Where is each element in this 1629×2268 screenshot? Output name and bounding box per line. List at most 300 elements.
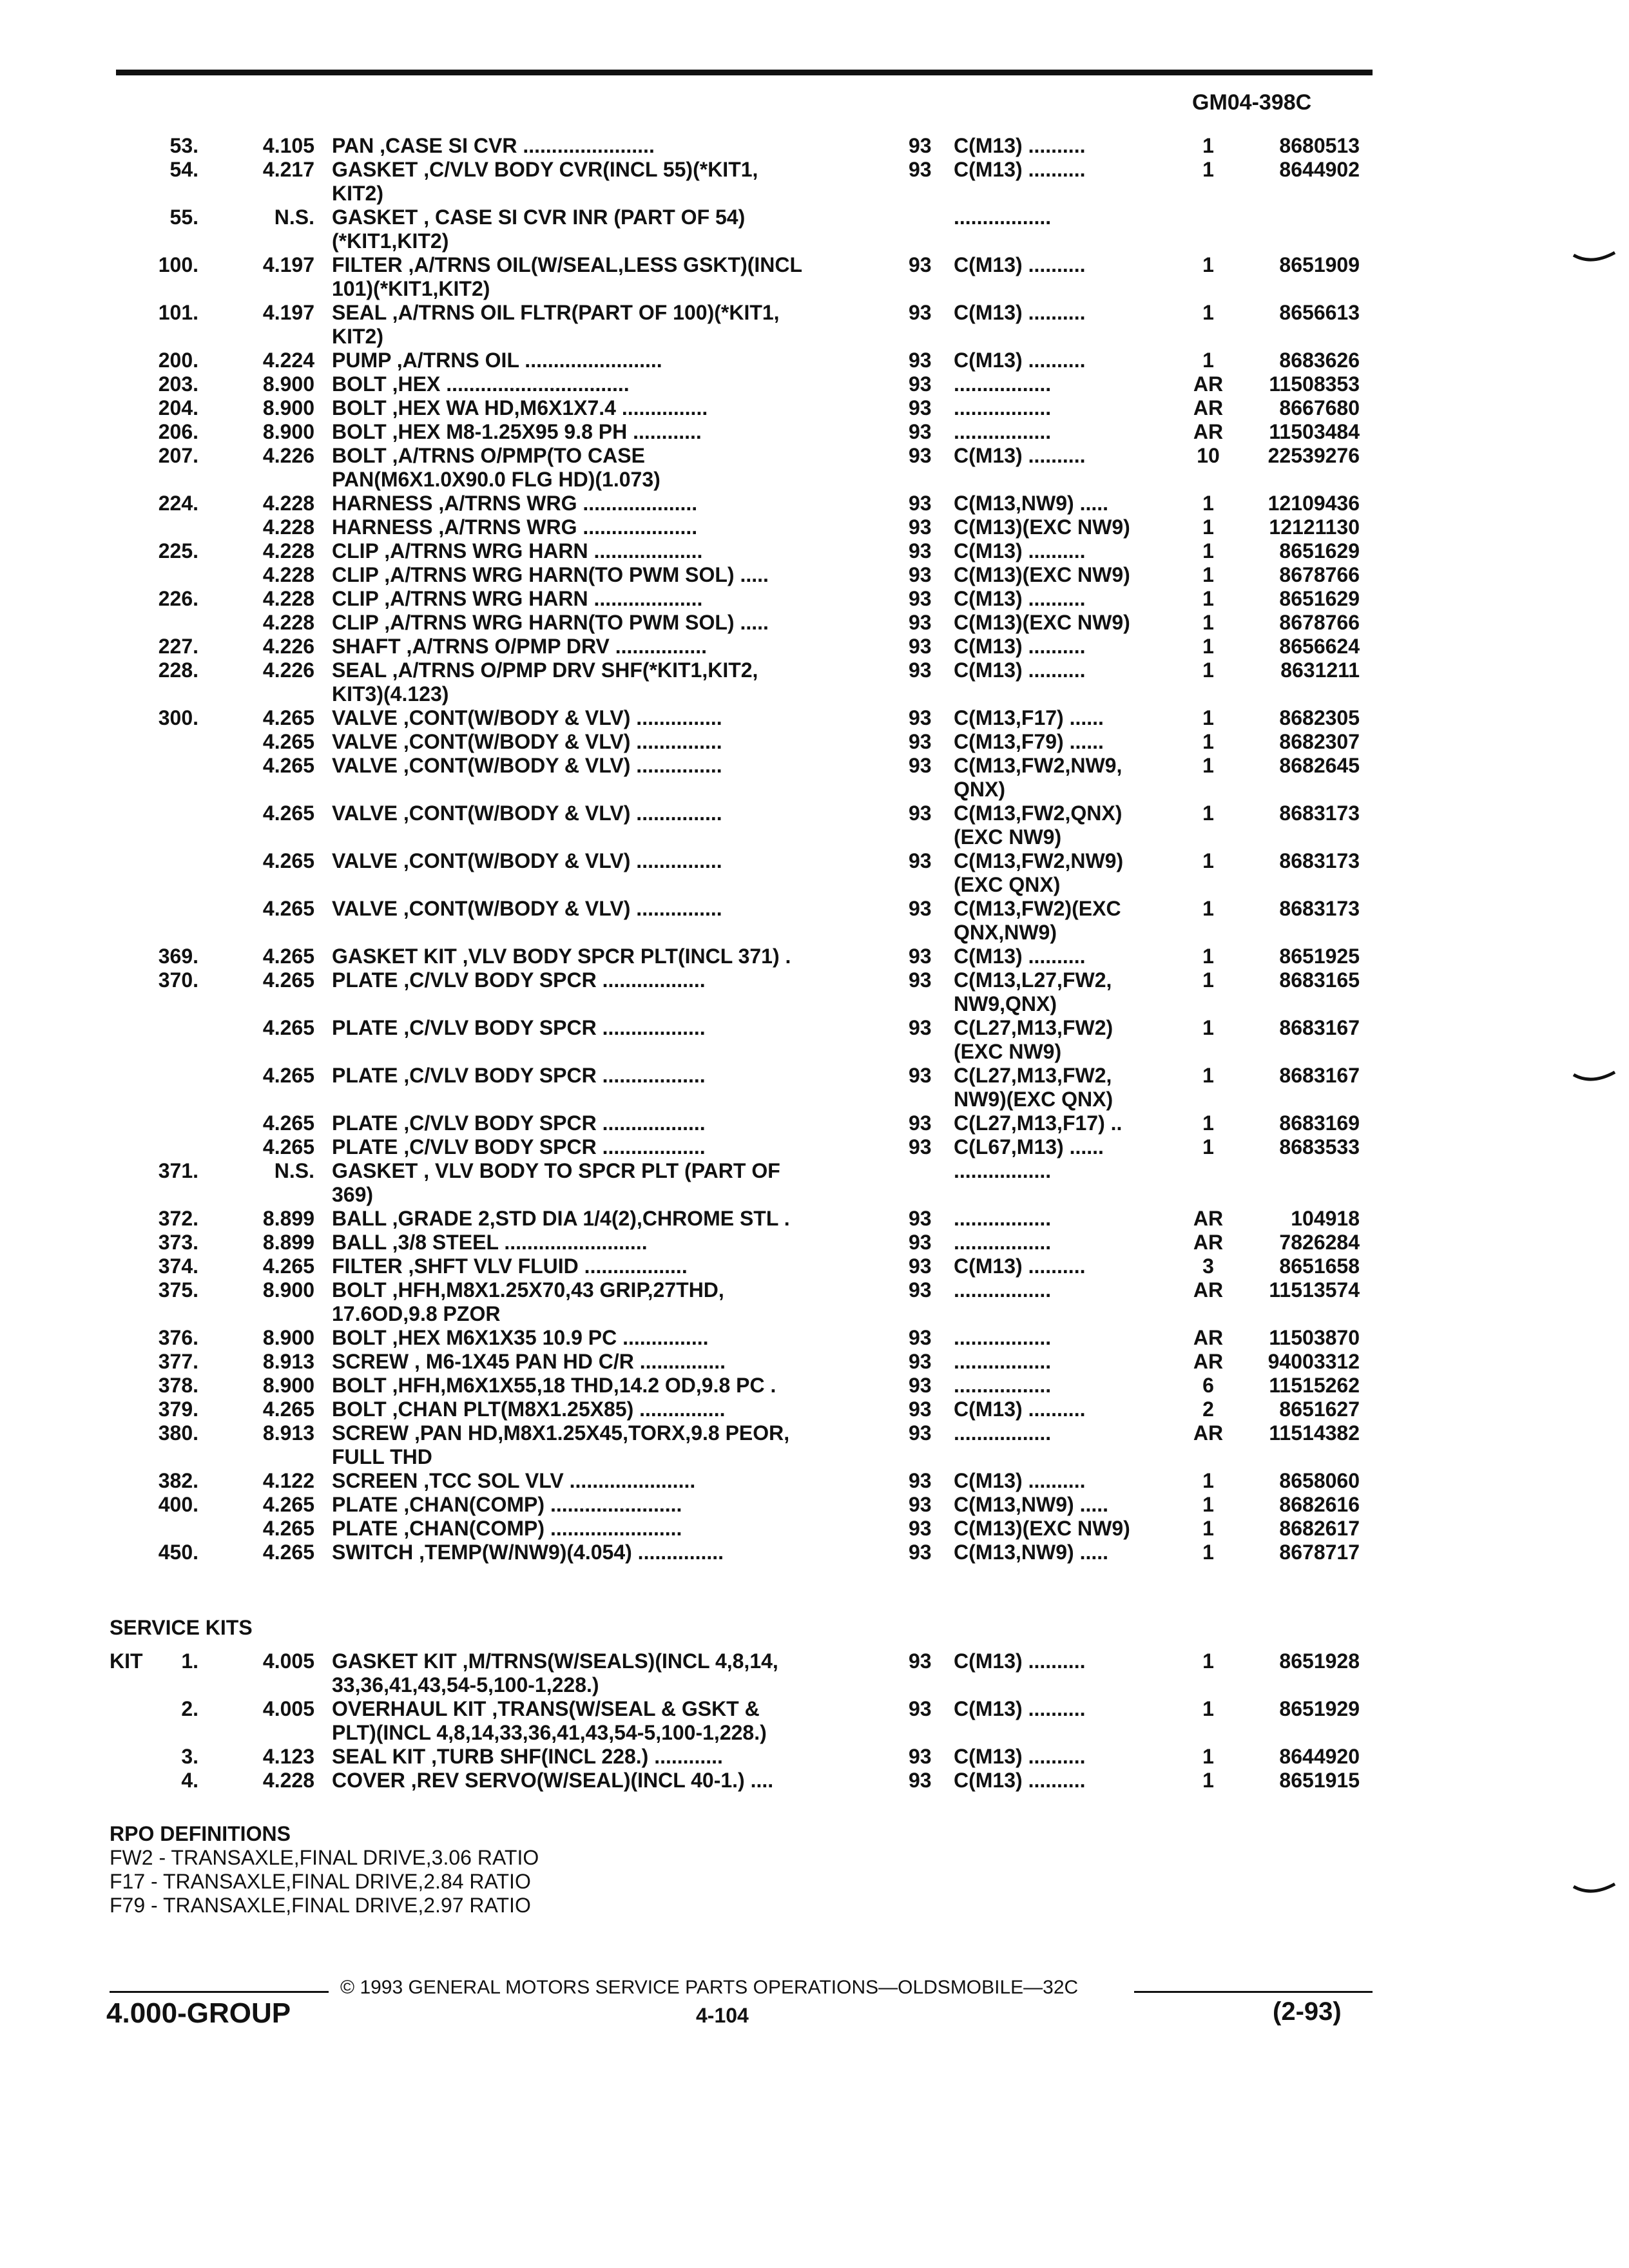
- application: [954, 206, 1182, 229]
- part-number: 94003312: [1268, 1350, 1360, 1373]
- rpo-line: F79 - TRANSAXLE,FINAL DRIVE,2.97 RATIO: [110, 1894, 531, 1917]
- application-line: C(M13) ..........: [954, 253, 1086, 276]
- group-number: 4.005: [262, 1697, 314, 1720]
- quantity: AR: [1193, 372, 1224, 396]
- group-number: 4.226: [262, 444, 314, 467]
- application: [954, 754, 1182, 802]
- ref-number: 400.: [158, 1493, 198, 1516]
- part-description-line: HARNESS ,A/TRNS WRG ....................: [332, 492, 698, 515]
- part-description: [332, 515, 854, 539]
- rpo-heading: RPO DEFINITIONS: [110, 1822, 291, 1845]
- model-year: 93: [909, 730, 932, 753]
- ref-number: 53.: [169, 134, 198, 157]
- quantity: 1: [1202, 301, 1214, 324]
- group-number: 4.265: [262, 802, 314, 825]
- model-year: 93: [909, 754, 932, 777]
- application-line: C(M13) ..........: [954, 658, 1086, 682]
- part-number: 8683173: [1279, 897, 1360, 920]
- application-line: .................: [954, 1207, 1052, 1230]
- application: [954, 420, 1182, 444]
- rpo-line: FW2 - TRANSAXLE,FINAL DRIVE,3.06 RATIO: [110, 1846, 539, 1869]
- part-description: [332, 563, 854, 587]
- part-row: [0, 1135, 1629, 1159]
- quantity: 1: [1202, 1769, 1214, 1792]
- part-description: [332, 206, 854, 253]
- part-number: 8683626: [1279, 349, 1360, 372]
- quantity: 1: [1202, 1493, 1214, 1516]
- part-number: 8651627: [1279, 1398, 1360, 1421]
- model-year: 93: [909, 611, 932, 634]
- part-description: [332, 1064, 854, 1088]
- application-line: .................: [954, 1231, 1052, 1254]
- part-description: [332, 1421, 854, 1469]
- application: [954, 1421, 1182, 1445]
- part-description-line: VALVE ,CONT(W/BODY & VLV) ...............: [332, 730, 722, 753]
- application: [954, 1231, 1182, 1254]
- part-description-line: HARNESS ,A/TRNS WRG ....................: [332, 515, 698, 539]
- application-line: NW9,QNX): [954, 992, 1057, 1015]
- application: [954, 730, 1182, 754]
- application-line: C(M13,L27,FW2,: [954, 968, 1112, 992]
- part-row: [0, 1159, 1629, 1207]
- part-row: [0, 539, 1629, 563]
- kit-row: [0, 1769, 1629, 1792]
- ref-number: 379.: [158, 1398, 198, 1421]
- quantity: 1: [1202, 1135, 1214, 1158]
- part-description-line: PLATE ,C/VLV BODY SPCR ..................: [332, 1135, 706, 1158]
- model-year: 93: [909, 1254, 932, 1278]
- group-number: 4.228: [262, 587, 314, 610]
- rpo-definitions: [110, 1822, 539, 1917]
- ref-number: 3.: [181, 1745, 198, 1768]
- quantity: 2: [1202, 1398, 1214, 1421]
- part-number: 8683165: [1279, 968, 1360, 992]
- application-line: (EXC QNX): [954, 873, 1061, 896]
- application: [954, 158, 1182, 182]
- part-number: 12109436: [1268, 492, 1360, 515]
- group-number: 4.226: [262, 658, 314, 682]
- application-line: .................: [954, 1350, 1052, 1373]
- part-description: [332, 802, 854, 825]
- group-number: 8.900: [262, 1278, 314, 1302]
- application-line: (EXC NW9): [954, 1040, 1062, 1063]
- group-number: 4.217: [262, 158, 314, 181]
- ref-number: 450.: [158, 1541, 198, 1564]
- part-description: [332, 1398, 854, 1421]
- part-description-line: VALVE ,CONT(W/BODY & VLV) ...............: [332, 897, 722, 920]
- part-row: [0, 515, 1629, 539]
- part-description-line: FILTER ,SHFT VLV FLUID ..................: [332, 1254, 688, 1278]
- group-number: 4.265: [262, 945, 314, 968]
- application-line: .................: [954, 1421, 1052, 1445]
- application: [954, 539, 1182, 563]
- part-description-line: BOLT ,HEX M8-1.25X95 9.8 PH ............: [332, 420, 702, 443]
- part-description: [332, 587, 854, 611]
- part-number: 8680513: [1279, 134, 1360, 157]
- application-line: C(M13,FW2,NW9): [954, 849, 1124, 872]
- application: [954, 1493, 1182, 1517]
- quantity: 1: [1202, 1111, 1214, 1135]
- application-line: C(M13) ..........: [954, 635, 1086, 658]
- application: [954, 1350, 1182, 1374]
- part-number: 8651629: [1279, 539, 1360, 562]
- group-number: 4.265: [262, 754, 314, 777]
- part-row: [0, 1111, 1629, 1135]
- part-description: [332, 658, 854, 706]
- quantity: 1: [1202, 587, 1214, 610]
- part-description-line: GASKET KIT ,VLV BODY SPCR PLT(INCL 371) .: [332, 945, 791, 968]
- part-number: 8667680: [1279, 396, 1360, 419]
- application: [954, 802, 1182, 849]
- part-description: [332, 420, 854, 444]
- part-number: 8651928: [1279, 1649, 1360, 1673]
- copyright-notice: © 1993 GENERAL MOTORS SERVICE PARTS OPERATIONS—OLDSMOBILE—32C: [340, 1977, 1079, 1998]
- group-number: 4.265: [262, 849, 314, 872]
- ref-number: 373.: [158, 1231, 198, 1254]
- model-year: 93: [909, 658, 932, 682]
- part-description-line: CLIP ,A/TRNS WRG HARN(TO PWM SOL) .....: [332, 611, 769, 634]
- part-description-line: VALVE ,CONT(W/BODY & VLV) ...............: [332, 754, 722, 777]
- part-description: [332, 301, 854, 349]
- part-description-line: (*KIT1,KIT2): [332, 229, 449, 253]
- part-description-line: PAN(M6X1.0X90.0 FLG HD)(1.073): [332, 468, 660, 491]
- kit-row: [0, 1697, 1629, 1745]
- footer-rule-right: [1134, 1991, 1373, 1993]
- part-row: [0, 1517, 1629, 1541]
- part-description-line: PAN ,CASE SI CVR .......................: [332, 134, 655, 157]
- part-row: [0, 1326, 1629, 1350]
- model-year: 93: [909, 539, 932, 562]
- part-description-line: PLATE ,CHAN(COMP) .......................: [332, 1493, 682, 1516]
- application-line: C(M13) ..........: [954, 945, 1086, 968]
- ref-number: 370.: [158, 968, 198, 992]
- application-line: C(M13,FW2)(EXC: [954, 897, 1121, 920]
- application-line: .................: [954, 1326, 1052, 1349]
- model-year: 93: [909, 444, 932, 467]
- application-line: .................: [954, 396, 1052, 419]
- model-year: 93: [909, 1231, 932, 1254]
- quantity: 1: [1202, 897, 1214, 920]
- part-number: 8682645: [1279, 754, 1360, 777]
- part-number: 8678766: [1279, 611, 1360, 634]
- part-row: [0, 730, 1629, 754]
- group-number: 4.265: [262, 1064, 314, 1087]
- quantity: 1: [1202, 611, 1214, 634]
- part-number: 8683167: [1279, 1016, 1360, 1039]
- part-description: [332, 1649, 854, 1697]
- service-kits-list: [0, 1649, 1629, 1792]
- application-line: C(M13)(EXC NW9): [954, 563, 1130, 586]
- part-number: 8682305: [1279, 706, 1360, 729]
- part-number: 8644920: [1279, 1745, 1360, 1768]
- part-description-line: BOLT ,HEX ................................: [332, 372, 630, 396]
- application-line: QNX): [954, 778, 1005, 801]
- ref-number: 227.: [158, 635, 198, 658]
- model-year: 93: [909, 1326, 932, 1349]
- application-line: .................: [954, 1159, 1052, 1182]
- application-line: C(M13,F17) ......: [954, 706, 1104, 729]
- application: [954, 396, 1182, 420]
- quantity: 1: [1202, 492, 1214, 515]
- application-line: .................: [954, 1374, 1052, 1397]
- model-year: 93: [909, 635, 932, 658]
- part-description-line: FILTER ,A/TRNS OIL(W/SEAL,LESS GSKT)(INCL: [332, 253, 803, 276]
- application-line: C(L27,M13,F17) ..: [954, 1111, 1123, 1135]
- part-description-line: 369): [332, 1183, 374, 1206]
- group-number: 8.913: [262, 1350, 314, 1373]
- part-number: 11515262: [1269, 1374, 1360, 1397]
- group-number: 8.900: [262, 1326, 314, 1349]
- model-year: 93: [909, 1769, 932, 1792]
- part-row: [0, 1398, 1629, 1421]
- application: [954, 1064, 1182, 1111]
- application: [954, 849, 1182, 897]
- group-number: 4.228: [262, 611, 314, 634]
- part-description: [332, 730, 854, 754]
- part-row: [0, 706, 1629, 730]
- quantity: 6: [1202, 1374, 1214, 1397]
- application-line: C(M13) ..........: [954, 1398, 1086, 1421]
- part-number: 8656624: [1279, 635, 1360, 658]
- part-number: 8678717: [1279, 1541, 1360, 1564]
- quantity: 1: [1202, 253, 1214, 276]
- model-year: 93: [909, 1541, 932, 1564]
- application-line: C(M13) ..........: [954, 301, 1086, 324]
- model-year: 93: [909, 1111, 932, 1135]
- model-year: 93: [909, 1493, 932, 1516]
- part-description-line: SWITCH ,TEMP(W/NW9)(4.054) ...............: [332, 1541, 724, 1564]
- application-line: C(L27,M13,FW2,: [954, 1064, 1112, 1087]
- part-number: 8678766: [1279, 563, 1360, 586]
- part-row: [0, 945, 1629, 968]
- ref-number: 224.: [158, 492, 198, 515]
- part-description-line: PLATE ,C/VLV BODY SPCR ..................: [332, 968, 706, 992]
- part-row: [0, 134, 1629, 158]
- part-description: [332, 1469, 854, 1493]
- kit-row: [0, 1649, 1629, 1697]
- application: [954, 492, 1182, 515]
- part-row: [0, 1231, 1629, 1254]
- part-number: 8683169: [1279, 1111, 1360, 1135]
- part-description: [332, 1326, 854, 1350]
- application-line: C(M13)(EXC NW9): [954, 611, 1130, 634]
- parts-list: [0, 134, 1629, 1564]
- ref-number: 378.: [158, 1374, 198, 1397]
- kit-label: KIT: [110, 1649, 143, 1673]
- application: [954, 1745, 1182, 1769]
- ref-number: 4.: [181, 1769, 198, 1792]
- part-description: [332, 635, 854, 658]
- document-id: GM04-398C: [1192, 90, 1312, 115]
- part-row: [0, 396, 1629, 420]
- part-description-line: OVERHAUL KIT ,TRANS(W/SEAL & GSKT &: [332, 1697, 760, 1720]
- model-year: 93: [909, 706, 932, 729]
- part-description: [332, 158, 854, 206]
- part-row: [0, 1421, 1629, 1469]
- part-number: 11503484: [1269, 420, 1360, 443]
- part-description-line: SCREW ,PAN HD,M8X1.25X45,TORX,9.8 PEOR,: [332, 1421, 790, 1445]
- application-line: C(M13) ..........: [954, 587, 1086, 610]
- application: [954, 563, 1182, 587]
- quantity: 1: [1202, 945, 1214, 968]
- part-row: [0, 349, 1629, 372]
- part-row: [0, 158, 1629, 206]
- quantity: 1: [1202, 1469, 1214, 1492]
- model-year: 93: [909, 1207, 932, 1230]
- part-description-line: SEAL ,A/TRNS O/PMP DRV SHF(*KIT1,KIT2,: [332, 658, 758, 682]
- part-row: [0, 444, 1629, 492]
- application-line: C(M13) ..........: [954, 1697, 1086, 1720]
- application-line: .................: [954, 206, 1052, 229]
- application-line: C(M13) ..........: [954, 1469, 1086, 1492]
- model-year: 93: [909, 1517, 932, 1540]
- part-description: [332, 539, 854, 563]
- part-row: [0, 420, 1629, 444]
- part-number: 8656613: [1279, 301, 1360, 324]
- group-number: 4.265: [262, 1111, 314, 1135]
- part-description-line: BOLT ,HEX M6X1X35 10.9 PC ...............: [332, 1326, 709, 1349]
- group-number: 4.265: [262, 968, 314, 992]
- part-row: [0, 563, 1629, 587]
- model-year: 93: [909, 1064, 932, 1087]
- part-row: [0, 1207, 1629, 1231]
- application-line: C(L27,M13,FW2): [954, 1016, 1113, 1039]
- ref-number: 374.: [158, 1254, 198, 1278]
- group-number: 4.265: [262, 1541, 314, 1564]
- application: [954, 706, 1182, 730]
- quantity: 1: [1202, 349, 1214, 372]
- part-row: [0, 968, 1629, 1016]
- application: [954, 253, 1182, 277]
- service-kits-heading: SERVICE KITS: [110, 1616, 253, 1639]
- footer-rule-left: [110, 1991, 329, 1993]
- application-line: C(M13,NW9) .....: [954, 492, 1109, 515]
- part-number: 8682616: [1279, 1493, 1360, 1516]
- group-number: 4.226: [262, 635, 314, 658]
- part-description-line: SEAL ,A/TRNS OIL FLTR(PART OF 100)(*KIT1,: [332, 301, 780, 324]
- part-row: [0, 1350, 1629, 1374]
- part-description: [332, 1541, 854, 1564]
- part-description-line: BOLT ,CHAN PLT(M8X1.25X85) ...............: [332, 1398, 726, 1421]
- part-description-line: BOLT ,HFH,M6X1X55,18 THD,14.2 OD,9.8 PC .: [332, 1374, 776, 1397]
- part-number: 8683173: [1279, 849, 1360, 872]
- quantity: 1: [1202, 849, 1214, 872]
- quantity: 1: [1202, 658, 1214, 682]
- part-number: 8651915: [1279, 1769, 1360, 1792]
- application: [954, 658, 1182, 682]
- group-number: 4.123: [262, 1745, 314, 1768]
- group-number: 4.197: [262, 301, 314, 324]
- part-row: [0, 1016, 1629, 1064]
- application-line: (EXC NW9): [954, 825, 1062, 849]
- application: [954, 1469, 1182, 1493]
- part-row: [0, 253, 1629, 301]
- quantity: 3: [1202, 1254, 1214, 1278]
- part-description: [332, 492, 854, 515]
- model-year: 93: [909, 253, 932, 276]
- part-description-line: BOLT ,A/TRNS O/PMP(TO CASE: [332, 444, 645, 467]
- part-description-line: KIT3)(4.123): [332, 682, 449, 706]
- model-year: 93: [909, 897, 932, 920]
- part-description-line: CLIP ,A/TRNS WRG HARN(TO PWM SOL) .....: [332, 563, 769, 586]
- part-description-line: BOLT ,HFH,M8X1.25X70,43 GRIP,27THD,: [332, 1278, 724, 1302]
- group-number: 8.900: [262, 420, 314, 443]
- application-line: NW9)(EXC QNX): [954, 1088, 1113, 1111]
- application: [954, 1135, 1182, 1159]
- ref-number: 300.: [158, 706, 198, 729]
- quantity: AR: [1193, 1421, 1224, 1445]
- part-description: [332, 706, 854, 730]
- part-number: 12121130: [1269, 515, 1360, 539]
- application: [954, 968, 1182, 1016]
- group-number: 4.265: [262, 1398, 314, 1421]
- part-description: [332, 1135, 854, 1159]
- quantity: 1: [1202, 158, 1214, 181]
- application-line: C(M13) ..........: [954, 444, 1086, 467]
- quantity: 1: [1202, 968, 1214, 992]
- application: [954, 635, 1182, 658]
- model-year: 93: [909, 420, 932, 443]
- part-description-line: PLATE ,C/VLV BODY SPCR ..................: [332, 1111, 706, 1135]
- quantity: 1: [1202, 1517, 1214, 1540]
- ref-number: 377.: [158, 1350, 198, 1373]
- part-number: 104918: [1291, 1207, 1360, 1230]
- part-number: 11514382: [1269, 1421, 1360, 1445]
- quantity: 1: [1202, 754, 1214, 777]
- application: [954, 1326, 1182, 1350]
- part-description: [332, 1111, 854, 1135]
- quantity: AR: [1193, 1231, 1224, 1254]
- part-row: [0, 1064, 1629, 1111]
- part-description: [332, 349, 854, 372]
- application: [954, 515, 1182, 539]
- group-number: 4.265: [262, 1493, 314, 1516]
- group-number: 4.265: [262, 1254, 314, 1278]
- model-year: 93: [909, 563, 932, 586]
- group-number: 4.228: [262, 1769, 314, 1792]
- application: [954, 1111, 1182, 1135]
- application: [954, 1398, 1182, 1421]
- application: [954, 444, 1182, 468]
- application: [954, 1769, 1182, 1792]
- ref-number: 372.: [158, 1207, 198, 1230]
- ref-number: 375.: [158, 1278, 198, 1302]
- application: [954, 134, 1182, 158]
- part-description-line: VALVE ,CONT(W/BODY & VLV) ...............: [332, 706, 722, 729]
- group-number: 8.900: [262, 372, 314, 396]
- part-number: 8651629: [1279, 587, 1360, 610]
- application-line: C(M13,NW9) .....: [954, 1541, 1109, 1564]
- model-year: 93: [909, 301, 932, 324]
- quantity: 1: [1202, 706, 1214, 729]
- part-row: [0, 301, 1629, 349]
- model-year: 93: [909, 968, 932, 992]
- part-description-line: PLT)(INCL 4,8,14,33,36,41,43,54-5,100-1,228.): [332, 1721, 767, 1744]
- ref-number: 382.: [158, 1469, 198, 1492]
- application-line: C(M13) ..........: [954, 539, 1086, 562]
- quantity: 1: [1202, 1745, 1214, 1768]
- application-line: QNX,NW9): [954, 921, 1057, 944]
- part-row: [0, 587, 1629, 611]
- quantity: 1: [1202, 1016, 1214, 1039]
- quantity: 1: [1202, 730, 1214, 753]
- group-number: 4.265: [262, 706, 314, 729]
- ref-number: 228.: [158, 658, 198, 682]
- part-description: [332, 1350, 854, 1374]
- application-line: C(M13) ..........: [954, 1254, 1086, 1278]
- model-year: 93: [909, 349, 932, 372]
- model-year: 93: [909, 1649, 932, 1673]
